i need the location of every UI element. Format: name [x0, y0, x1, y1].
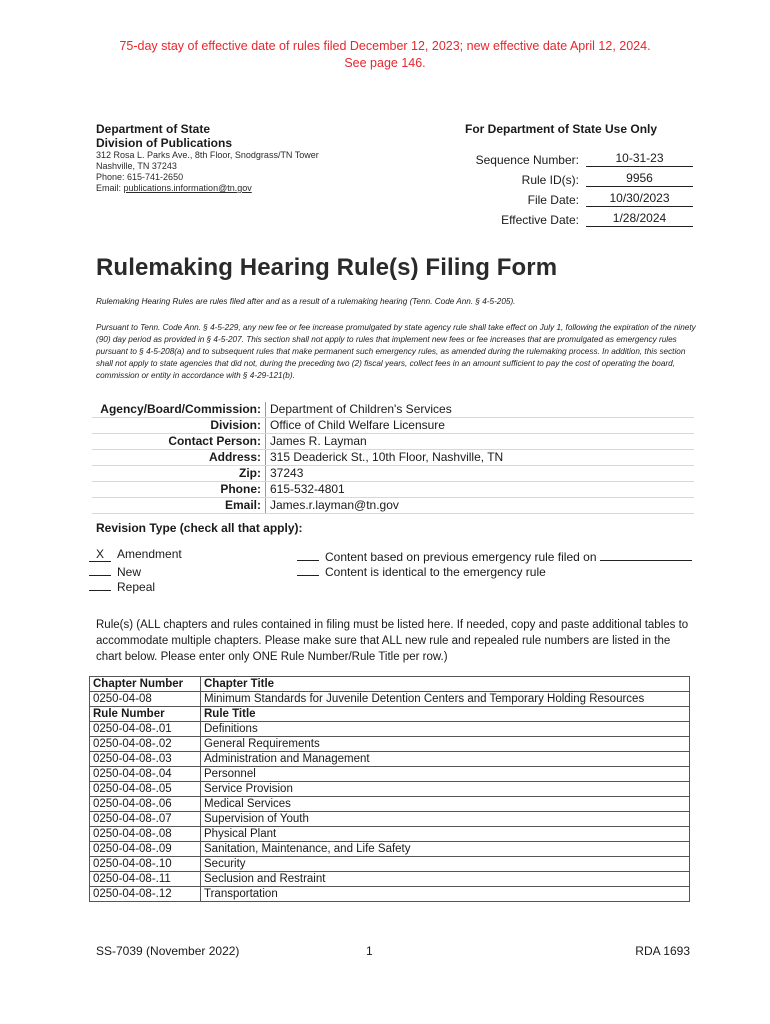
stay-notice-line2: See page 146.	[344, 56, 426, 70]
zip-label: Zip:	[92, 466, 266, 482]
table-row	[90, 812, 690, 827]
address-label: Address:	[92, 450, 266, 466]
repeal-label: Repeal	[117, 580, 156, 594]
table-row	[90, 782, 690, 797]
table-row	[90, 827, 690, 842]
email-row	[92, 498, 694, 514]
rule-title: Seclusion and Restraint	[201, 872, 690, 887]
new-label: New	[117, 565, 142, 579]
rule-title: Medical Services	[201, 797, 690, 812]
rule-title: Sanitation, Maintenance, and Life Safety	[201, 842, 690, 857]
stay-notice	[0, 38, 770, 72]
email-value: James.r.layman@tn.gov	[266, 498, 695, 514]
emergency-identical-label: Content is identical to the emergency rule	[325, 565, 546, 579]
rule-number: 0250-04-08-.04	[90, 767, 201, 782]
form-id: SS-7039 (November 2022)	[96, 944, 240, 958]
table-row	[90, 737, 690, 752]
rules-instructions: Rule(s) (ALL chapters and rules contained in filing must be listed here. If needed, copy and paste additional tables to accommodate multiple chapters. Please make sure that ALL new rule and repealed rule numbers are listed in the chart below. Please enter only ONE Rule Number/Rule Title per row.)	[96, 619, 689, 663]
state-use-heading: For Department of State Use Only	[465, 122, 658, 136]
page-number: 1	[366, 944, 373, 958]
form-title: Rulemaking Hearing Rule(s) Filing Form	[96, 254, 558, 281]
emergency-identical-checkbox[interactable]	[297, 562, 319, 576]
sequence-number-label: Sequence Number:	[475, 153, 579, 167]
chapter-number-header: Chapter Number	[90, 677, 201, 692]
rule-title-header: Rule Title	[201, 707, 690, 722]
email-label: Email:	[96, 183, 124, 193]
rule-number: 0250-04-08-.10	[90, 857, 201, 872]
contact-value: James R. Layman	[266, 434, 695, 450]
sequence-number-value: 10-31-23	[586, 151, 693, 167]
agency-info-table	[92, 402, 694, 514]
agency-row	[92, 402, 694, 418]
rule-title: Transportation	[201, 887, 690, 902]
rule-id-value: 9956	[586, 171, 693, 187]
table-row	[90, 872, 690, 887]
rule-number: 0250-04-08-.03	[90, 752, 201, 767]
chapter-row	[90, 692, 690, 707]
file-date-row	[465, 187, 695, 207]
chapter-title: Minimum Standards for Juvenile Detention Centers and Temporary Holding Resources	[201, 692, 690, 707]
new-checkbox[interactable]	[89, 562, 111, 576]
division-title: Division of Publications	[96, 136, 233, 150]
revision-type-heading: Revision Type (check all that apply):	[96, 521, 303, 535]
division-label: Division:	[92, 418, 266, 434]
rule-number: 0250-04-08-.09	[90, 842, 201, 857]
department-phone: Phone: 615-741-2650	[96, 172, 184, 182]
zip-value: 37243	[266, 466, 695, 482]
effective-date-row	[465, 207, 695, 227]
rule-number-header: Rule Number	[90, 707, 201, 722]
department-block	[96, 122, 396, 194]
department-city: Nashville, TN 37243	[96, 161, 177, 171]
contact-label: Contact Person:	[92, 434, 266, 450]
table-row	[90, 797, 690, 812]
agency-label: Agency/Board/Commission:	[92, 402, 266, 418]
rule-title: Service Provision	[201, 782, 690, 797]
effective-date-value: 1/28/2024	[586, 211, 693, 227]
rule-id-row	[465, 167, 695, 187]
table-row	[90, 887, 690, 902]
effective-date-label: Effective Date:	[501, 213, 579, 227]
rule-title: General Requirements	[201, 737, 690, 752]
rule-number: 0250-04-08-.08	[90, 827, 201, 842]
table-row	[90, 752, 690, 767]
amendment-label: Amendment	[117, 547, 182, 561]
repeal-checkbox[interactable]	[89, 577, 111, 591]
rda-number: RDA 1693	[635, 944, 690, 958]
rule-title: Personnel	[201, 767, 690, 782]
rule-number: 0250-04-08-.01	[90, 722, 201, 737]
division-row	[92, 418, 694, 434]
contact-row	[92, 434, 694, 450]
rule-number: 0250-04-08-.02	[90, 737, 201, 752]
zip-row	[92, 466, 694, 482]
phone-value: 615-532-4801	[266, 482, 695, 498]
address-row	[92, 450, 694, 466]
address-value: 315 Deaderick St., 10th Floor, Nashville, TN	[266, 450, 695, 466]
rule-number: 0250-04-08-.06	[90, 797, 201, 812]
emergency-date-field[interactable]	[600, 548, 692, 561]
agency-value: Department of Children's Services	[266, 402, 695, 418]
rule-title: Administration and Management	[201, 752, 690, 767]
phone-row	[92, 482, 694, 498]
amendment-checkbox[interactable]: X	[89, 548, 111, 562]
rule-title: Security	[201, 857, 690, 872]
division-value: Office of Child Welfare Licensure	[266, 418, 695, 434]
sequence-number-row	[465, 147, 695, 167]
chapter-header-row	[90, 677, 690, 692]
department-address: 312 Rosa L. Parks Ave., 8th Floor, Snodgrass/TN Tower	[96, 150, 319, 160]
rule-id-label: Rule ID(s):	[521, 173, 579, 187]
table-row	[90, 767, 690, 782]
stay-notice-line1: 75-day stay of effective date of rules filed December 12, 2023; new effective date April 12, 2024.	[119, 39, 651, 53]
department-email-line	[96, 183, 396, 194]
emergency-based-checkbox[interactable]	[297, 547, 319, 561]
revision-amendment	[89, 547, 182, 562]
chapter-title-header: Chapter Title	[201, 677, 690, 692]
rule-title: Physical Plant	[201, 827, 690, 842]
department-title: Department of State	[96, 122, 211, 136]
emergency-based-label: Content based on previous emergency rule filed on	[325, 550, 597, 564]
rule-number: 0250-04-08-.12	[90, 887, 201, 902]
fee-paragraph: Pursuant to Tenn. Code Ann. § 4-5-229, any new fee or fee increase promulgated by state agency rule shall take effect on July 1, following the expiration of the ninety (90) day period as provided in § 4-5-207. This section shall not apply to rules that implement new fees or fee increases that are promulgated as emergency rules pursuant to § 4-5-208(a) and to subsequent rules that make permanent such emergency rules, as amended during the rulemaking process. In addition, this section shall not apply to state agencies that did not, during the preceding two (2) fiscal years, collect fees in an amount sufficient to pay the cost of operating the board, commission or entity in accordance with § 4-29-121(b).	[96, 323, 696, 380]
rule-title: Definitions	[201, 722, 690, 737]
file-date-value: 10/30/2023	[586, 191, 693, 207]
department-email-link[interactable]: publications.information@tn.gov	[123, 183, 252, 193]
state-use-block	[465, 122, 695, 227]
file-date-label: File Date:	[527, 193, 579, 207]
rules-table	[89, 676, 690, 902]
rule-number: 0250-04-08-.11	[90, 872, 201, 887]
table-row	[90, 722, 690, 737]
chapter-number: 0250-04-08	[90, 692, 201, 707]
rule-number: 0250-04-08-.05	[90, 782, 201, 797]
rule-number: 0250-04-08-.07	[90, 812, 201, 827]
rule-header-row	[90, 707, 690, 722]
form-subtitle: Rulemaking Hearing Rules are rules filed after and as a result of a rulemaking hearing (Tenn. Code Ann. § 4-5-205).	[96, 297, 516, 306]
rule-title: Supervision of Youth	[201, 812, 690, 827]
revision-emergency-identical	[297, 562, 546, 580]
table-row	[90, 842, 690, 857]
revision-repeal	[89, 577, 155, 595]
table-row	[90, 857, 690, 872]
phone-label: Phone:	[92, 482, 266, 498]
email-label: Email:	[92, 498, 266, 514]
